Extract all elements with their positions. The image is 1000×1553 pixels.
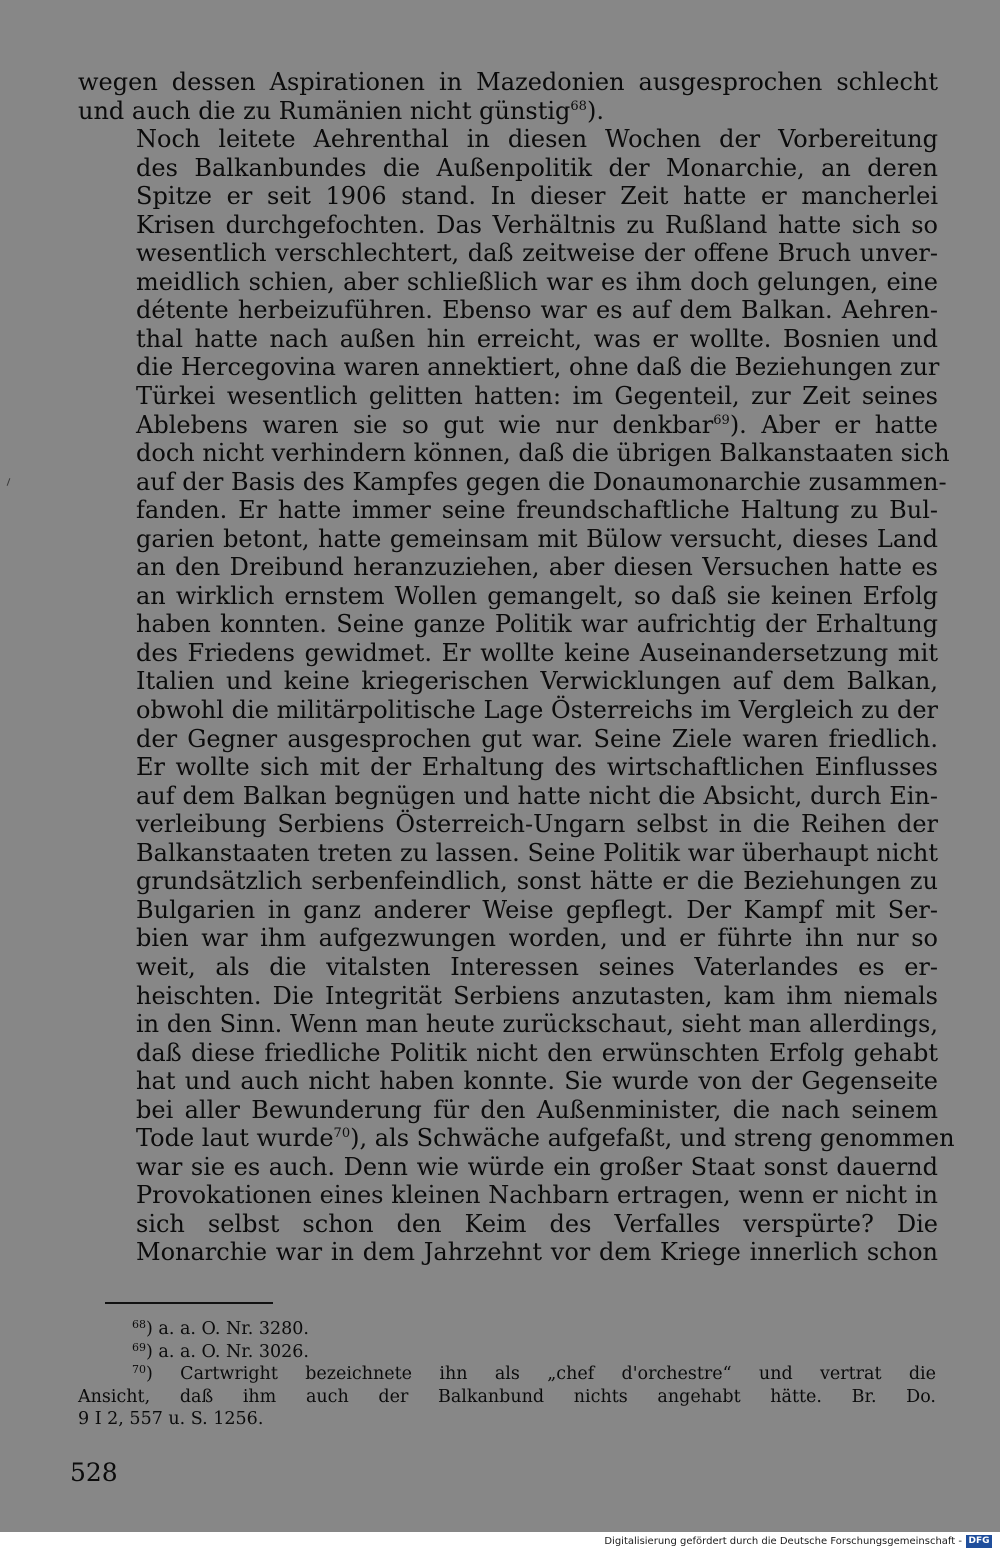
text-line: weit, als die vitalsten Interessen seines Vaterlandes es er-: [136, 952, 938, 981]
text-line: Er wollte sich mit der Erhaltung des wirtschaftlichen Einflusses: [136, 753, 938, 782]
text-line: détente herbeizuführen. Ebenso war es auf dem Balkan. Aehren-: [136, 296, 938, 325]
text-line: garien betont, hatte gemeinsam mit Bülow versucht, dieses Land: [136, 524, 938, 553]
text-run: Tode laut wurde: [136, 1124, 334, 1153]
text-line: war sie es auch. Denn wie würde ein großer Staat sonst dauernd: [136, 1152, 938, 1181]
text-line: daß diese friedliche Politik nicht den erwünschten Erfolg gehabt: [136, 1038, 938, 1067]
footnote-separator: [105, 1302, 273, 1304]
text-run: ), als Schwäche aufgefaßt, und streng genommen: [350, 1124, 955, 1153]
scan-speck: [7, 478, 11, 486]
text-line: Türkei wesentlich gelitten hatten: im Gegenteil, zur Zeit seines: [136, 382, 938, 411]
text-line: wegen dessen Aspirationen in Mazedonien ausgesprochen schlecht: [78, 68, 938, 96]
text-line: bei aller Bewunderung für den Außenminister, die nach seinem: [136, 1095, 938, 1124]
text-line: grundsätzlich serbenfeindlich, sonst hätte er die Beziehungen zu: [136, 867, 938, 896]
text-line: Provokationen eines kleinen Nachbarn ertragen, wenn er nicht in: [136, 1181, 938, 1210]
text-run: Ablebens waren sie so gut wie nur denkbar: [136, 410, 714, 439]
footnote-ref-68[interactable]: 68: [570, 98, 587, 114]
text-line: des Balkanbundes die Außenpolitik der Monarchie, an deren: [136, 153, 938, 182]
text-line: obwohl die militärpolitische Lage Österreichs im Vergleich zu der: [136, 696, 938, 725]
text-line: fanden. Er hatte immer seine freundschaftliche Haltung zu Bul-: [136, 496, 938, 525]
footnotes: [78, 1318, 936, 1431]
footnote-text: ) a. a. O. Nr. 3280.: [146, 1319, 309, 1339]
text-line: [78, 411, 938, 440]
credit-bar: [0, 1532, 1000, 1553]
text-line: Bulgarien in ganz anderer Weise gepflegt. Der Kampf mit Ser-: [136, 895, 938, 924]
footnote-70: [78, 1363, 936, 1386]
text-line: thal hatte nach außen hin erreicht, was er wollte. Bosnien und: [136, 324, 938, 353]
footnote-text: ) a. a. O. Nr. 3026.: [146, 1341, 309, 1362]
footnote-68: [78, 1318, 936, 1341]
footnote-70-continuation: 9 I 2, 557 u. S. 1256.: [78, 1409, 264, 1429]
page-number: 528: [70, 1458, 118, 1487]
text-line: Krisen durchgefochten. Das Verhältnis zu Rußland hatte sich so: [136, 210, 938, 239]
text-line: wesentlich verschlechtert, daß zeitweise der offene Bruch unver-: [136, 239, 938, 268]
footnote-70-continuation: Ansicht, daß ihm auch der Balkanbund nichts angehabt hätte. Br. Do.: [78, 1386, 936, 1407]
footnote-69: [78, 1341, 936, 1364]
footnote-number: 70: [132, 1363, 146, 1376]
text-line: an wirklich ernstem Wollen gemangelt, so daß sie keinen Erfolg: [136, 581, 938, 610]
paragraph-1: [78, 68, 938, 125]
footnote-ref-69[interactable]: 69: [713, 412, 730, 428]
body-text: [78, 68, 955, 1267]
text-line: [78, 1124, 955, 1153]
text-line: die Hercegovina waren annektiert, ohne daß die Beziehungen zur: [136, 353, 940, 382]
text-line: Noch leitete Aehrenthal in diesen Wochen der Vorbereitung: [136, 125, 938, 154]
footnote-text: ) Cartwright bezeichnete ihn als „chef d'orchestre“ und vertrat die: [146, 1364, 936, 1384]
text-line: haben konnten. Seine ganze Politik war aufrichtig der Erhaltung: [136, 610, 938, 639]
text-line: an den Dreibund heranzuziehen, aber diesen Versuchen hatte es: [136, 553, 938, 582]
footnote-number: 68: [132, 1318, 146, 1331]
footnote-ref-70[interactable]: 70: [333, 1126, 351, 1142]
text-line: des Friedens gewidmet. Er wollte keine Auseinandersetzung mit: [136, 638, 938, 667]
text-line: heischten. Die Integrität Serbiens anzutasten, kam ihm niemals: [136, 981, 938, 1010]
footnote-number: 69: [132, 1340, 146, 1354]
text-line: sich selbst schon den Keim des Verfalles verspürte? Die: [136, 1209, 938, 1238]
paragraph-2: [78, 125, 955, 1267]
text-line: in den Sinn. Wenn man heute zurückschaut, sieht man allerdings,: [136, 1010, 938, 1039]
text-run: ).: [586, 96, 604, 125]
text-line: [78, 97, 938, 126]
text-run: ). Aber er hatte: [729, 410, 939, 439]
text-line: verleibung Serbiens Österreich-Ungarn selbst in die Reihen der: [136, 810, 938, 839]
funding-credit: Digitalisierung gefördert durch die Deutsche Forschungsgemeinschaft -: [604, 1536, 962, 1547]
text-line: der Gegner ausgesprochen gut war. Seine Ziele waren friedlich.: [136, 724, 938, 753]
text-line: hat und auch nicht haben konnte. Sie wurde von der Gegenseite: [136, 1067, 938, 1096]
text-line: auf der Basis des Kampfes gegen die Donaumonarchie zusammen-: [136, 467, 947, 496]
text-run: und auch die zu Rumänien nicht günstig: [78, 96, 571, 125]
text-line: doch nicht verhindern können, daß die übrigen Balkanstaaten sich: [136, 439, 950, 468]
text-line: Balkanstaaten treten zu lassen. Seine Politik war überhaupt nicht: [136, 838, 938, 867]
text-line: bien war ihm aufgezwungen worden, und er führte ihn nur so: [136, 924, 938, 953]
text-line: meidlich schien, aber schließlich war es ihm doch gelungen, eine: [136, 267, 938, 296]
text-line: Spitze er seit 1906 stand. In dieser Zeit hatte er mancherlei: [136, 182, 938, 211]
text-line: auf dem Balkan begnügen und hatte nicht die Absicht, durch Ein-: [136, 781, 938, 810]
dfg-logo[interactable]: DFG: [966, 1535, 992, 1548]
text-line: Monarchie war in dem Jahrzehnt vor dem Kriege innerlich schon: [136, 1238, 938, 1267]
text-line: Italien und keine kriegerischen Verwicklungen auf dem Balkan,: [136, 667, 938, 696]
